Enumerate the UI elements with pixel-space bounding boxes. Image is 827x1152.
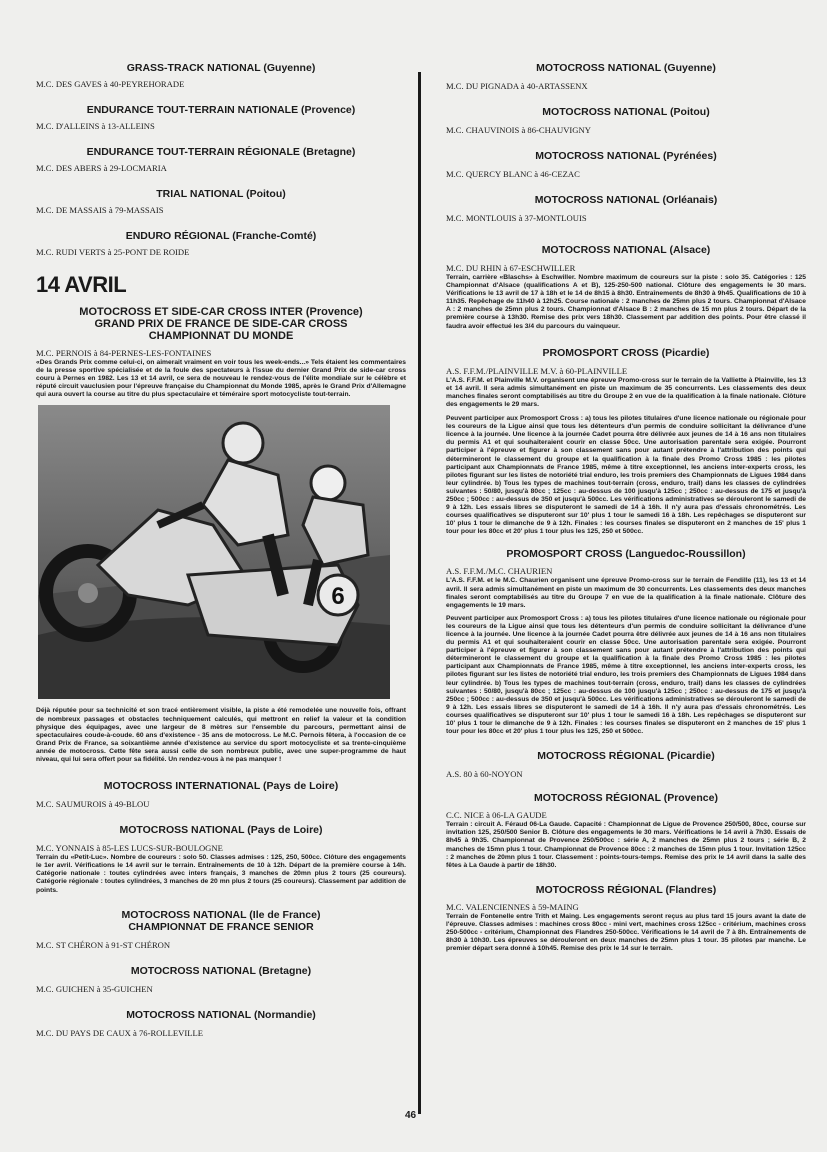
event-heading: ENDURANCE TOUT-TERRAIN RÉGIONALE (Bretagne)	[86, 146, 356, 158]
sidecar-photo	[38, 405, 390, 699]
number-plate: 6	[331, 583, 345, 611]
event-heading: MOTOCROSS NATIONAL (Guyenne)	[536, 62, 716, 74]
event-club: M.C. GUICHEN à 35-GUICHEN	[36, 983, 153, 994]
event-text-rules: Peuvent participer aux Promosport Cross : a) tous les pilotes titulaires d'une licence nationale ou régionale pour les coureurs de la Ligue ainsi que tous les détenteurs d'un permis de conduire sollicitant la délivrance d'une licence à la journée. Une licence à la journée Cadet pourra être délivrée aux jeunes de 14 à 16 ans non titulaires du permis A1 et qui souhaiteraient courir en classe 50cc. Une autorisation parentale sera exigée. Pourront participer à l'épreuve et figurer à son classement sans pour autant prétendre à l'attribution des points qui détermineront le classement du groupe et la qualification à la finale des Promo Cross 1985 : les pilotes participant aux Championnats de France 1985, même à titre exceptionnel, les anciens inter-experts cross, les pilotes figurant sur les listes de notoriété trial enduro, les trois premiers des Championnats de Ligues 1984 dans leur cylindrée. b) Tous les types de machines tout-terrain (cross, enduro, trail) dans les classes de cylindrées suivantes : 50/80, jusqu'à 80cc ; 125cc : au-dessus de 100 jusqu'à 125cc ; 250cc : au-dessus de 175 et jusqu'à 250cc ; 500cc : au-dessus de 350 et jusqu'à 500cc. Les vérifications administratives se dérouleront le samedi de 9 à 12h. Les essais libres se disputeront le samedi de 14 à 16h. Il n'y aura pas d'essais chronométrés. Les courses qualificatives se disputeront sur 10' plus 1 tour le samedi 16 à 18h. Les repêchages se disputeront sur 10' plus 1 tour le dimanche de 9 à 12h. Finales : les courses finales se disputeront en 2 manches de 15' plus 1 tour pour les 80cc et 20' plus 1 tour plus les 125, 250 et 500cc.	[446, 415, 806, 536]
event-club: M.C. SAUMUROIS à 49-BLOU	[36, 799, 150, 810]
event-club: M.C. DES GAVES à 40-PEYREHORADE	[36, 79, 185, 89]
event-club: M.C. PERNOIS à 84-PERNES-LES-FONTAINES	[36, 348, 212, 358]
event-block	[446, 347, 806, 537]
event-block	[36, 104, 406, 132]
event-block	[446, 792, 806, 870]
event-heading: MOTOCROSS NATIONAL (Alsace)	[541, 244, 711, 256]
column-divider	[418, 72, 421, 1114]
event-club: A.S. 80 à 60-NOYON	[446, 769, 523, 780]
event-heading: MOTOCROSS RÉGIONAL (Picardie)	[537, 750, 715, 763]
event-club: A.S. F.F.M./PLAINVILLE M.V. à 60-PLAINVILLE	[446, 365, 628, 376]
event-club: M.C. DES ABERS à 29-LOCMARIA	[36, 163, 167, 173]
event-block	[446, 548, 806, 736]
event-club: M.C. QUERCY BLANC à 46-CEZAC	[446, 169, 580, 179]
feature-title-line1: MOTOCROSS ET SIDE-CAR CROSS INTER (Provence)	[79, 306, 363, 318]
event-heading: MOTOCROSS RÉGIONAL (Provence)	[534, 792, 718, 805]
event-club: M.C. VALENCIENNES à 59-MAING	[446, 901, 579, 912]
event-heading: MOTOCROSS NATIONAL (Normandie)	[126, 1008, 316, 1021]
event-text: Terrain de Fontenelle entre Trith et Maing. Les engagements seront reçus au plus tard 15 jours avant la date de l'épreuve. Classes admises : machines cross 80cc - mini vert, machines cross 125cc - critérium, machines cross 250-500cc - critérium, Championnat des Flandres 250-500cc. Vérifications le 14 avril de 7 à 8h. Entraînements de 8h30 à 10h30. Les épreuves se dérouleront en deux manches de 25mn plus 1 tour. 35 pilotes par manche. Le premier départ sera donné à 10h45. Remise des prix le 14 sur le terrain.	[446, 912, 806, 953]
event-text: Terrain : circuit A. Féraud 06-La Gaude. Capacité : Championnat de Ligue de Provence 250/500, 80cc, course sur invitation 125, 250/500 Senior B. Clôture des engagements le 30 mars. Vérifications le 14 avril à 7h30. Essais de 8h45 à 9h35. Championnat de Provence 250/500cc : série A, 2 manches de 25mn plus 2 tours ; série B, 2 manches de 15mn plus 1 tour. Championnat de Provence 80cc : 2 manches de 15mn plus 1 tour. Invitation 125cc : 2 manches de 20mn plus 1 tour. Classement : points-tours-temps. Remise des prix le 14 avril dans la salle des fêtes à La Gaude à partir de 18h30.	[446, 821, 806, 869]
event-block	[446, 244, 806, 331]
event-club: M.C. YONNAIS à 85-LES LUCS-SUR-BOULOGNE	[36, 843, 223, 854]
right-column	[446, 62, 806, 953]
event-block	[36, 1009, 406, 1039]
event-heading: TRIAL NATIONAL (Poitou)	[156, 188, 286, 200]
event-heading: MOTOCROSS NATIONAL (Pays de Loire)	[119, 824, 323, 837]
event-club: M.C. RUDI VERTS à 25-PONT DE ROIDE	[36, 247, 190, 257]
page-number: 46	[405, 1110, 417, 1121]
event-club: M.C. DU PIGNADA à 40-ARTASSENX	[446, 81, 588, 91]
feature-event	[36, 306, 406, 764]
event-heading: MOTOCROSS NATIONAL (Orléanais)	[534, 194, 718, 206]
event-heading: MOTOCROSS INTERNATIONAL (Pays de Loire)	[103, 780, 339, 793]
event-heading: GRASS-TRACK NATIONAL (Guyenne)	[126, 62, 316, 74]
event-block	[446, 194, 806, 224]
event-club: A.S. F.F.M./M.C. CHAURIEN	[446, 566, 553, 577]
event-block	[446, 106, 806, 136]
event-heading: PROMOSPORT CROSS (Picardie)	[542, 346, 710, 359]
event-club: M.C. CHAUVINOIS à 86-CHAUVIGNY	[446, 125, 591, 135]
event-block	[36, 965, 406, 995]
event-block	[36, 62, 406, 90]
left-column	[36, 62, 406, 1039]
event-heading: MOTOCROSS NATIONAL (Ile de France)	[121, 908, 321, 921]
feature-title-line2: GRAND PRIX DE FRANCE DE SIDE-CAR CROSS	[94, 318, 348, 330]
event-block	[36, 188, 406, 216]
feature-after: Déjà réputée pour sa technicité et son tracé entièrement visible, la piste a été remodelée une nouvelle fois, offrant de nombreux passages et obstacles techniquement calculés, qui mettront en relief la valeur et la condition physique des équipages, avec une largeur de 8 mètres sur l'ensemble du parcours, permettant ainsi de spectaculaires coude-à-coude. 60 ans d'existence - 35 ans de motocross. Le M.C. Pernois fêtera, à l'occasion de ce Grand Prix de France, sa soixantième année d'existence au service du sport motocycliste et sa trente-cinquième année de motocross. Cette fête sera aussi celle de son nombreux public, avec une super-programme de haut niveau, qui lui sera offert pour sa fidélité. Un rendez-vous à ne pas manquer !	[36, 707, 406, 764]
event-block	[446, 750, 806, 780]
event-text: L'A.S. F.F.M. et Plainville M.V. organisent une épreuve Promo-cross sur le terrain de la Valliette à Plainville, les 13 et 14 avril. Il sera admis simultanément en piste un maximum de 35 concurrents. Les classements des deux manches finales seront comptabilisés au titre du Groupe 2 en vue de la qualification à la finale nationale. Clôture des engagements le 29 mars.	[446, 376, 806, 408]
event-heading: MOTOCROSS NATIONAL (Bretagne)	[130, 964, 312, 977]
event-club: M.C. D'ALLEINS à 13-ALLEINS	[36, 121, 155, 131]
event-heading: PROMOSPORT CROSS (Languedoc-Roussillon)	[506, 548, 746, 561]
feature-title-line3: CHAMPIONNAT DU MONDE	[148, 330, 294, 342]
event-club: M.C. ST CHÉRON à 91-ST CHÉRON	[36, 939, 171, 950]
event-heading: MOTOCROSS RÉGIONAL (Flandres)	[535, 883, 717, 896]
event-block	[446, 884, 806, 953]
event-block	[36, 780, 406, 810]
sidecar-photo-illustration	[38, 405, 390, 699]
date-heading: 14 AVRIL	[36, 272, 127, 297]
event-text: Terrain, carrière «Blaschs» à Eschwiller. Nombre maximum de coureurs sur la piste : solo 35. Catégories : 125 Championnat d'Alsace (qualifications A et B), 125-250-500 national. Clôture des engagements le 30 mars. Vérifications le 13 avril de 17 à 18h et le 14 de 8h15 à 8h30. Entraînements de 8h30 à 9h45. Qualifications de 10 à 11h35. Repêchage de 11h40 à 12h25. Course nationale : 2 manches de 25mn plus 2 tours. Championnat d'Alsace A : 2 manches de 25mn plus 2 tours. Championnat d'Alsace B : 2 manches de 15 mn plus 2 tours. Départ de la première course à 13h30. Remise des prix vers 18h30. Classement par addition des points. Pour être classé il faudra avoir effectué les 3/4 du parcours du vainqueur.	[446, 274, 806, 330]
event-club: M.C. DU PAYS DE CAUX à 76-ROLLEVILLE	[36, 1027, 203, 1038]
feature-intro: «Des Grands Prix comme celui-ci, on aimerait vraiment en voir tous les week-ends...» Tels étaient les commentaires de la presse sportive spécialisée et de la foule des spectateurs à l'issue du dernier Grand Prix de side-car cross couru à Pernes en 1982. Les 13 et 14 avril, ce sera de nouveau le rendez-vous de l'élite mondiale sur le célèbre et réputé circuit vauclusien pour l'épreuve française du Championnat du Monde 1985, après le Grand Prix d'Allemagne qui aura ouvert la course au titre du plus spectaculaire et téméraire sport motocycliste tout-terrain.	[36, 359, 406, 399]
event-block	[446, 150, 806, 180]
event-club: M.C. DU RHIN à 67-ESCHWILLER	[446, 263, 576, 273]
event-block	[446, 62, 806, 92]
event-block	[36, 230, 406, 258]
event-club: M.C. DE MASSAIS à 79-MASSAIS	[36, 205, 164, 215]
event-block	[36, 824, 406, 894]
event-club: C.C. NICE à 06-LA GAUDE	[446, 810, 547, 821]
event-heading: MOTOCROSS NATIONAL (Pyrénées)	[535, 150, 717, 162]
event-text-rules: Peuvent participer aux Promosport Cross : a) tous les pilotes titulaires d'une licence nationale ou régionale pour les coureurs de la Ligue ainsi que tous les détenteurs d'un permis de conduire sollicitant la délivrance d'une licence à la journée. Une licence à la journée Cadet pourra être délivrée aux jeunes de 14 à 16 ans non titulaires du permis A1 et qui souhaiteraient courir en classe 50cc. Une autorisation parentale sera exigée. Pourront participer à l'épreuve et figurer à son classement sans pour autant prétendre à l'attribution des points qui détermineront le classement du groupe et la qualification à la finale des Promo Cross 1985 : les pilotes participant aux Championnats de France 1985, même à titre exceptionnel, les anciens inter-experts cross, les pilotes figurant sur les listes de notoriété trial enduro, les trois premiers des Championnats de Ligues 1984 dans leur cylindrée. b) Tous les types de machines tout-terrain (cross, enduro, trail) dans les classes de cylindrées suivantes : 50/80, jusqu'à 80cc ; 125cc : au-dessus de 100 jusqu'à 125cc ; 250cc : au-dessus de 175 et jusqu'à 250cc ; 500cc : au-dessus de 350 et jusqu'à 500cc. Les vérifications administratives se dérouleront le samedi de 9 à 12h. Les essais libres se disputeront le samedi de 14 à 16h. Il n'y aura pas d'essais chronométrés. Les courses qualificatives se disputeront sur 10' plus 1 tour le samedi 16 à 18h. Les repêchages se disputeront sur 10' plus 1 tour le dimanche de 9 à 12h. Finales : les courses finales se disputeront en 2 manches de 15' plus 1 tour pour les 80cc et 20' plus 1 tour plus les 125, 250 et 500cc.	[446, 614, 806, 736]
event-heading: ENDURO RÉGIONAL (Franche-Comté)	[125, 230, 317, 242]
event-text: Terrain du «Petit-Luc». Nombre de coureurs : solo 50. Classes admises : 125, 250, 500cc. Clôture des engagements le 1er avril. Vérifications le 14 avril sur le terrain. Entraînements de 10 à 12h. Départ de la première course à 14h. Catégorie nationale : toutes cylindrées avec inters français, 3 manches de 20mn plus 2 tours (25 coureurs). Catégorie régionale : toutes cylindrées, 3 manches de 20 mn plus 2 tours (25 coureurs). Classement par addition de points.	[36, 854, 406, 894]
event-club: M.C. MONTLOUIS à 37-MONTLOUIS	[446, 213, 587, 223]
event-heading: ENDURANCE TOUT-TERRAIN NATIONALE (Provence)	[86, 104, 356, 116]
event-subheading: CHAMPIONNAT DE FRANCE SENIOR	[128, 920, 314, 933]
event-block	[36, 909, 406, 951]
event-block	[36, 146, 406, 174]
event-heading: MOTOCROSS NATIONAL (Poitou)	[542, 106, 710, 118]
event-text: L'A.S. F.F.M. et le M.C. Chaurien organisent une épreuve Promo-cross sur le terrain de Fendille (11), les 13 et 14 avril. Il sera admis simultanément en piste un maximum de 30 concurrents. Les classements des deux manches finales seront comptabilisés au titre du Groupe 7 en vue de la qualification à la finale nationale. Clôture des engagements le 19 mars.	[446, 577, 806, 609]
